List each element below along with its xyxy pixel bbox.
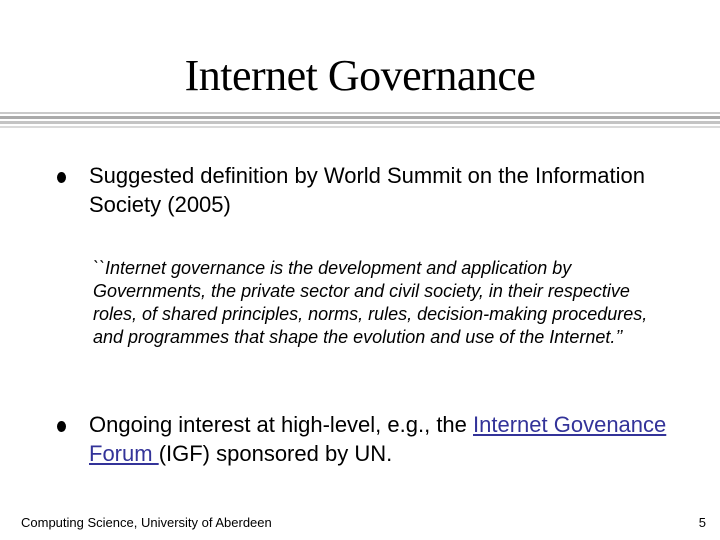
bullet-text — [89, 410, 699, 468]
title-divider — [0, 112, 720, 114]
bullet-text-prefix: Ongoing interest at high-level, e.g., the — [89, 412, 474, 437]
title-divider — [0, 126, 720, 128]
page-number: 5 — [698, 515, 706, 530]
igf-link[interactable]: Internet Govenance Forum — [89, 412, 667, 466]
bullet-text: Suggested definition by World Summit on the Information Society (2005) — [89, 163, 646, 217]
title-divider — [0, 121, 720, 124]
footer-affiliation: Computing Science, University of Aberdeen — [21, 515, 272, 530]
definition-quote: ``Internet governance is the development and application by Governments, the private sector and civil society, in their respective roles, of shared principles, norms, rules, decision-making procedures, and programmes that shape the evolution and use of the Internet.’’ — [93, 258, 648, 347]
bullet-icon — [57, 421, 66, 432]
bullet-icon — [57, 172, 66, 183]
slide-title: Internet Governance — [184, 51, 536, 100]
bullet-text-suffix: (IGF) sponsored by UN. — [158, 441, 393, 466]
title-divider — [0, 116, 720, 119]
